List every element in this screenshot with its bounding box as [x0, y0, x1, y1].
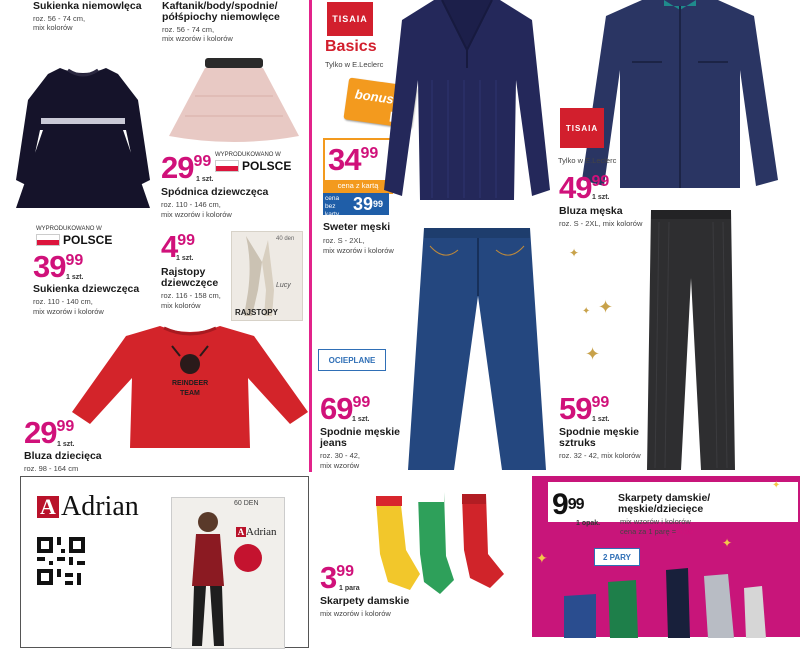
rajstopy-detail1: roz. 116 - 158 cm, — [161, 291, 221, 300]
spodnica-detail2: mix wzorów i kolorów — [161, 210, 232, 219]
sztruks-detail1: roz. 32 - 42, mix kolorów — [559, 451, 641, 460]
skirt-image — [165, 56, 303, 146]
adrian-logo-text: Adrian — [61, 491, 139, 522]
adrian-pack-logo: A Adrian — [237, 526, 277, 538]
tights-brand: Lucy — [276, 282, 291, 289]
bonus-card-image: bonus — [343, 77, 416, 128]
column-divider — [309, 0, 312, 472]
rajstopy-title1: Rajstopy — [161, 266, 206, 278]
sukienka-dziewczeca-title: Sukienka dziewczęca — [33, 283, 140, 295]
bluza-meska-price: 4999 — [559, 170, 610, 205]
tights-package — [231, 231, 303, 321]
velvet-dress-image — [8, 60, 158, 210]
skarpety-mix-detail2: cena za 1 parę = 5,00 — [620, 527, 693, 536]
spodnica-price: 2999 — [161, 150, 212, 185]
jeans-detail2: mix wzorów — [320, 461, 360, 470]
sukienka-dziewczeca-detail1: roz. 110 - 140 cm, — [33, 297, 93, 306]
promo-seal-icon — [234, 544, 262, 572]
kaftanik-title1: Kaftanik/body/spodnie/ — [162, 0, 278, 12]
bluza-dziecieca-price: 2999 — [24, 415, 75, 450]
skarpety-mix-title1: Skarpety damskie/ — [618, 492, 711, 504]
sweatshirt-print-line1: REINDEER — [172, 380, 209, 387]
ocieplane-badge: OCIEPLANE — [318, 349, 386, 371]
spodnica-unit: 1 szt. — [196, 176, 214, 183]
bluza-dziecieca-unit: 1 szt. — [57, 441, 75, 448]
poland-flag-icon — [36, 234, 60, 246]
skarpety-damskie-detail1: mix wzorów i kolorów — [320, 609, 391, 618]
sweter-detail2: mix wzorów i kolorów — [323, 246, 394, 255]
basics-label: Basics — [325, 38, 377, 55]
rajstopy-title2: dziewczęce — [161, 277, 219, 289]
skarpety-mix-detail1: mix wzorów i kolorów — [620, 517, 691, 526]
poland-flag-icon — [215, 160, 239, 172]
sztruks-title2: sztruks — [559, 437, 596, 449]
spodnica-title: Spódnica dziewczęca — [161, 186, 269, 198]
model-image — [178, 506, 238, 646]
socks-promo-panel — [532, 476, 800, 637]
made-in-poland-badge: WYPRODUKOWANO W POLSCE — [36, 226, 113, 247]
skarpety-damskie-title: Skarpety damskie — [320, 595, 410, 607]
tights-legs-image — [232, 232, 302, 320]
star-icon: ✦ — [582, 306, 591, 317]
jeans-title2: jeans — [320, 437, 347, 449]
bluza-dziecieca-detail1: roz. 98 - 164 cm — [24, 464, 79, 473]
rajstopy-detail2: mix kolorów — [161, 301, 201, 310]
star-icon: ✦ — [772, 480, 781, 491]
adrian-promo-box — [20, 476, 309, 648]
rajstopy-price: 499 — [161, 229, 196, 264]
star-icon: ✦ — [722, 536, 733, 550]
sztruks-title1: Spodnie męskie — [559, 426, 639, 438]
sztruks-price: 5999 — [559, 391, 610, 426]
made-in-poland-badge: WYPRODUKOWANO W POLSCE — [215, 152, 292, 173]
sukienka-niemowleca-detail1: roz. 56 - 74 cm, — [33, 14, 86, 23]
card-price-tag: cena z kartą — [325, 180, 391, 192]
adrian-a-icon: A — [37, 496, 59, 518]
rajstopy-unit: 1 szt. — [176, 255, 194, 262]
kaftanik-detail1: roz. 56 - 74 cm, — [162, 25, 215, 34]
two-pairs-badge: 2 PARY — [594, 548, 640, 566]
adrian-logo — [37, 491, 139, 523]
sztruks-unit: 1 szt. — [592, 416, 610, 423]
sweter-title: Sweter męski — [323, 221, 391, 233]
tisaia-logo-2: TISAIA — [560, 108, 604, 148]
skarpety-damskie-price: 399 — [320, 560, 355, 595]
tights-pack-label: RAJSTOPY — [235, 308, 278, 317]
tights-den: 40 den — [276, 236, 295, 242]
red-kids-sweatshirt-image — [68, 320, 312, 450]
skarpety-mix-title2: męskie/dziecięce — [618, 503, 704, 515]
jeans-price: 6999 — [320, 391, 371, 426]
mixed-socks-image — [556, 568, 786, 638]
sweter-detail1: roz. S - 2XL, — [323, 236, 365, 245]
spodnica-detail1: roz. 110 - 146 cm, — [161, 200, 221, 209]
jeans-unit: 1 szt. — [352, 416, 370, 423]
sukienka-niemowleca-detail2: mix kolorów — [33, 23, 73, 32]
navy-sweater-image — [382, 0, 552, 205]
sukienka-dziewczeca-price: 3999 — [33, 249, 84, 284]
jeans-title1: Spodnie męskie — [320, 426, 400, 438]
star-icon: ✦ — [585, 344, 601, 364]
sweter-no-card-price: cena bez karty $39^{99}$ — [323, 193, 389, 215]
sweter-card-price-box: 3499 cena z kartą — [323, 138, 393, 194]
womens-socks-image — [370, 490, 520, 600]
adrian-tights-package — [171, 497, 285, 649]
tisaia-logo: TISAIA — [327, 2, 373, 36]
sukienka-dziewczeca-detail2: mix wzorów i kolorów — [33, 307, 104, 316]
bluza-meska-detail1: roz. S - 2XL, mix kolorów — [559, 219, 643, 228]
exclusive-label: Tylko w E.Leclerc — [325, 60, 384, 69]
bluza-meska-unit: 1 szt. — [592, 194, 610, 201]
star-icon: ✦ — [536, 550, 548, 566]
adrian-den: 60 DEN — [234, 500, 259, 507]
skarpety-damskie-unit: 1 para — [339, 585, 360, 592]
sukienka-niemowleca-title: Sukienka niemowlęca — [33, 0, 142, 12]
skarpety-mix-price: $9^{99}$ — [552, 488, 584, 521]
kaftanik-title2: półśpiochy niemowlęce — [162, 11, 280, 23]
skarpety-mix-unit: 1 opak. — [576, 520, 601, 527]
bluza-meska-title: Bluza męska — [559, 205, 623, 217]
jeans-detail1: roz. 30 - 42, — [320, 451, 361, 460]
jeans-image — [404, 226, 550, 472]
kaftanik-detail2: mix wzorów i kolorów — [162, 34, 233, 43]
bluza-dziecieca-title: Bluza dziecięca — [24, 450, 102, 462]
bluza-meska-exclusive: Tylko w E.Leclerc — [558, 156, 617, 165]
star-icon: ✦ — [569, 246, 580, 260]
star-icon: ✦ — [598, 297, 614, 317]
corduroy-trousers-image — [645, 208, 737, 472]
sweatshirt-print-line2: TEAM — [180, 390, 200, 397]
sukienka-dziewczeca-unit: 1 szt. — [66, 274, 84, 281]
qr-code-icon[interactable] — [37, 537, 85, 585]
